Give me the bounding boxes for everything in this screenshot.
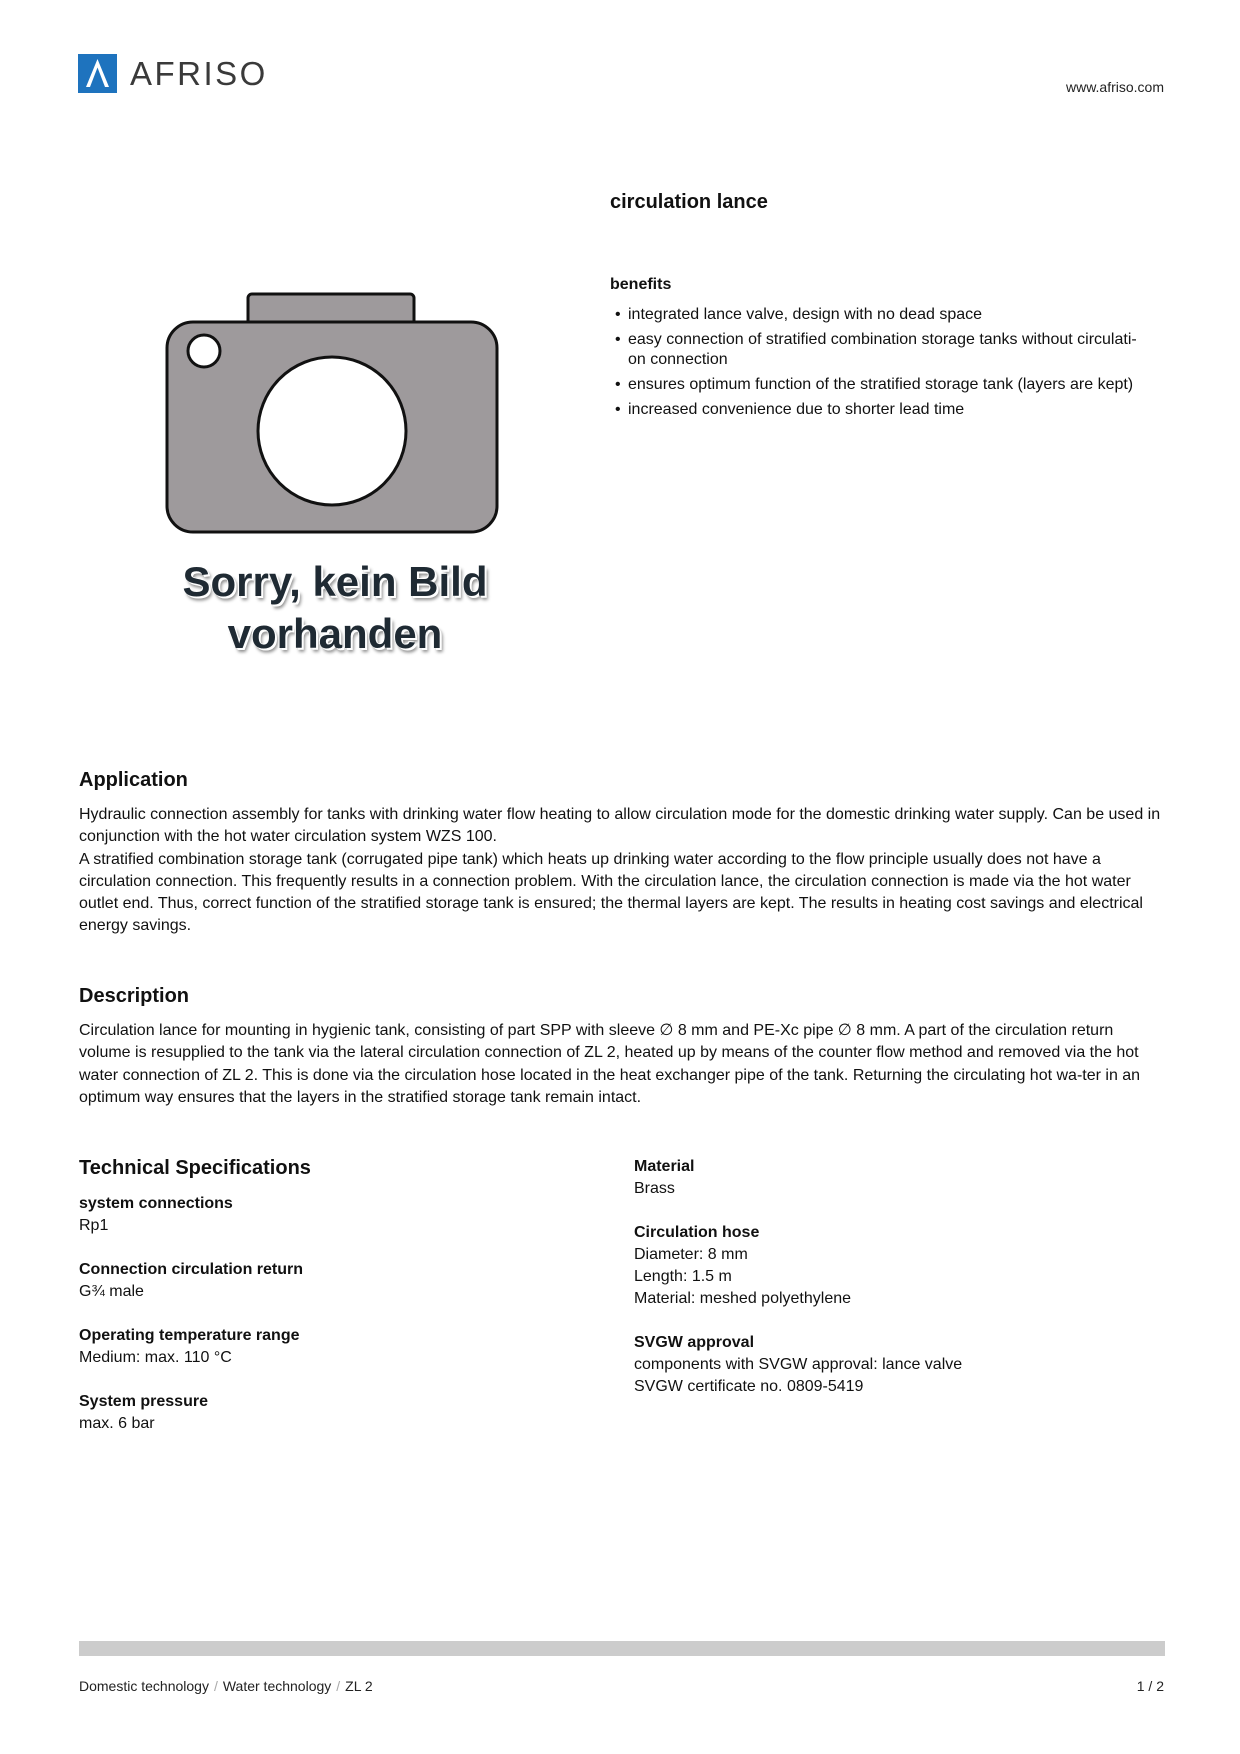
breadcrumb-item[interactable]: Domestic technology bbox=[79, 1678, 209, 1694]
product-image-placeholder bbox=[160, 288, 510, 668]
bullet-icon: • bbox=[615, 401, 621, 418]
spec-item bbox=[634, 1222, 1154, 1310]
description-heading: Description bbox=[79, 985, 190, 1007]
benefits-heading: benefits bbox=[610, 276, 672, 293]
spec-label: Operating temperature range bbox=[79, 1327, 300, 1344]
spec-value: Medium: max. 110 °C bbox=[79, 1349, 232, 1366]
description-section bbox=[79, 985, 1165, 1109]
product-title: circulation lance bbox=[610, 191, 768, 213]
tech-specs-right-column bbox=[634, 1156, 1154, 1420]
footer-divider bbox=[79, 1641, 1165, 1656]
spec-value: max. 6 bar bbox=[79, 1415, 155, 1432]
brand-name: AFRISO bbox=[130, 55, 268, 92]
description-text: Circulation lance for mounting in hygienic tank, consisting of part SPP with sleeve ∅ 8 mm and PE-Xc pipe ∅ 8 mm. A part of the circulation return volume is resupplied to the tank via the lateral circulation connection of ZL 2, heated up by means of the counter flow method and removed via the hot water connection of ZL 2. This is done via the circulation hose located in the heat exchanger pipe of the tank. Returning the circulating hot wa-ter in an optimum way ensures that the layers in the stratified storage tank remain intact. bbox=[79, 1022, 1141, 1106]
spec-value: Rp1 bbox=[79, 1217, 109, 1234]
application-text: Hydraulic connection assembly for tanks with drinking water flow heating to allow circulation mode for the domestic drinking water supply. Can be used in conjunction with the hot water circulation system WZS 100. A stratified combination storage tank (corrugated pipe tank) which heats up drinking water according to the flow principle usually does not have a circulation connection. This frequently results in a connection problem. With the circulation lance, the circulation connection is made via the hot water outlet end. Thus, correct function of the stratified storage tank is ensured; the thermal layers are kept. The results in heating cost savings and electrical energy savings. bbox=[79, 806, 1161, 935]
spec-value: components with SVGW approval: lance valve SVGW certificate no. 0809-5419 bbox=[634, 1356, 963, 1395]
afriso-logo-icon bbox=[78, 54, 117, 93]
placeholder-caption: Sorry, kein Bild vorhanden bbox=[182, 558, 488, 657]
spec-label: SVGW approval bbox=[634, 1334, 755, 1351]
benefits-list bbox=[610, 305, 1170, 420]
spec-item bbox=[79, 1259, 559, 1303]
bullet-icon: • bbox=[615, 376, 621, 393]
breadcrumb-separator: / bbox=[336, 1678, 341, 1694]
spec-item bbox=[79, 1391, 559, 1435]
benefits-section bbox=[610, 276, 1170, 425]
bullet-icon: • bbox=[615, 331, 621, 348]
spec-item bbox=[79, 1325, 559, 1369]
benefit-item bbox=[610, 305, 1170, 325]
tech-specs-section bbox=[79, 1157, 1165, 1457]
tech-specs-left-column bbox=[79, 1193, 559, 1457]
spec-label: system connections bbox=[79, 1195, 233, 1212]
benefit-text: easy connection of stratified combination storage tanks without circulati- on connection bbox=[628, 331, 1137, 368]
spec-label: Material bbox=[634, 1158, 695, 1175]
benefit-item bbox=[610, 400, 1170, 420]
bullet-icon: • bbox=[615, 306, 621, 323]
spec-value: Brass bbox=[634, 1180, 675, 1197]
page-number: 1 / 2 bbox=[1136, 1678, 1164, 1694]
spec-item bbox=[79, 1193, 559, 1237]
breadcrumb-item[interactable]: ZL 2 bbox=[345, 1678, 373, 1694]
afriso-logo bbox=[78, 54, 268, 93]
camera-icon bbox=[160, 288, 510, 538]
benefit-item bbox=[610, 375, 1170, 395]
benefit-item bbox=[610, 330, 1170, 370]
benefit-text: increased convenience due to shorter lead time bbox=[628, 401, 965, 418]
spec-value: Diameter: 8 mm Length: 1.5 m Material: meshed polyethylene bbox=[634, 1246, 852, 1307]
breadcrumb-item[interactable]: Water technology bbox=[222, 1678, 332, 1694]
spec-label: System pressure bbox=[79, 1393, 208, 1410]
application-section bbox=[79, 769, 1165, 938]
site-url-link[interactable]: www.afriso.com bbox=[1065, 79, 1164, 95]
spec-label: Circulation hose bbox=[634, 1224, 760, 1241]
tech-specs-heading: Technical Specifications bbox=[79, 1157, 311, 1179]
benefit-text: integrated lance valve, design with no dead space bbox=[628, 306, 983, 323]
spec-value: G¾ male bbox=[79, 1283, 144, 1300]
application-heading: Application bbox=[79, 769, 188, 791]
breadcrumb-separator: / bbox=[213, 1678, 218, 1694]
spec-item bbox=[634, 1156, 1154, 1200]
spec-label: Connection circulation return bbox=[79, 1261, 304, 1278]
breadcrumb bbox=[79, 1678, 373, 1694]
benefit-text: ensures optimum function of the stratified storage tank (layers are kept) bbox=[628, 376, 1134, 393]
spec-item bbox=[634, 1332, 1154, 1398]
